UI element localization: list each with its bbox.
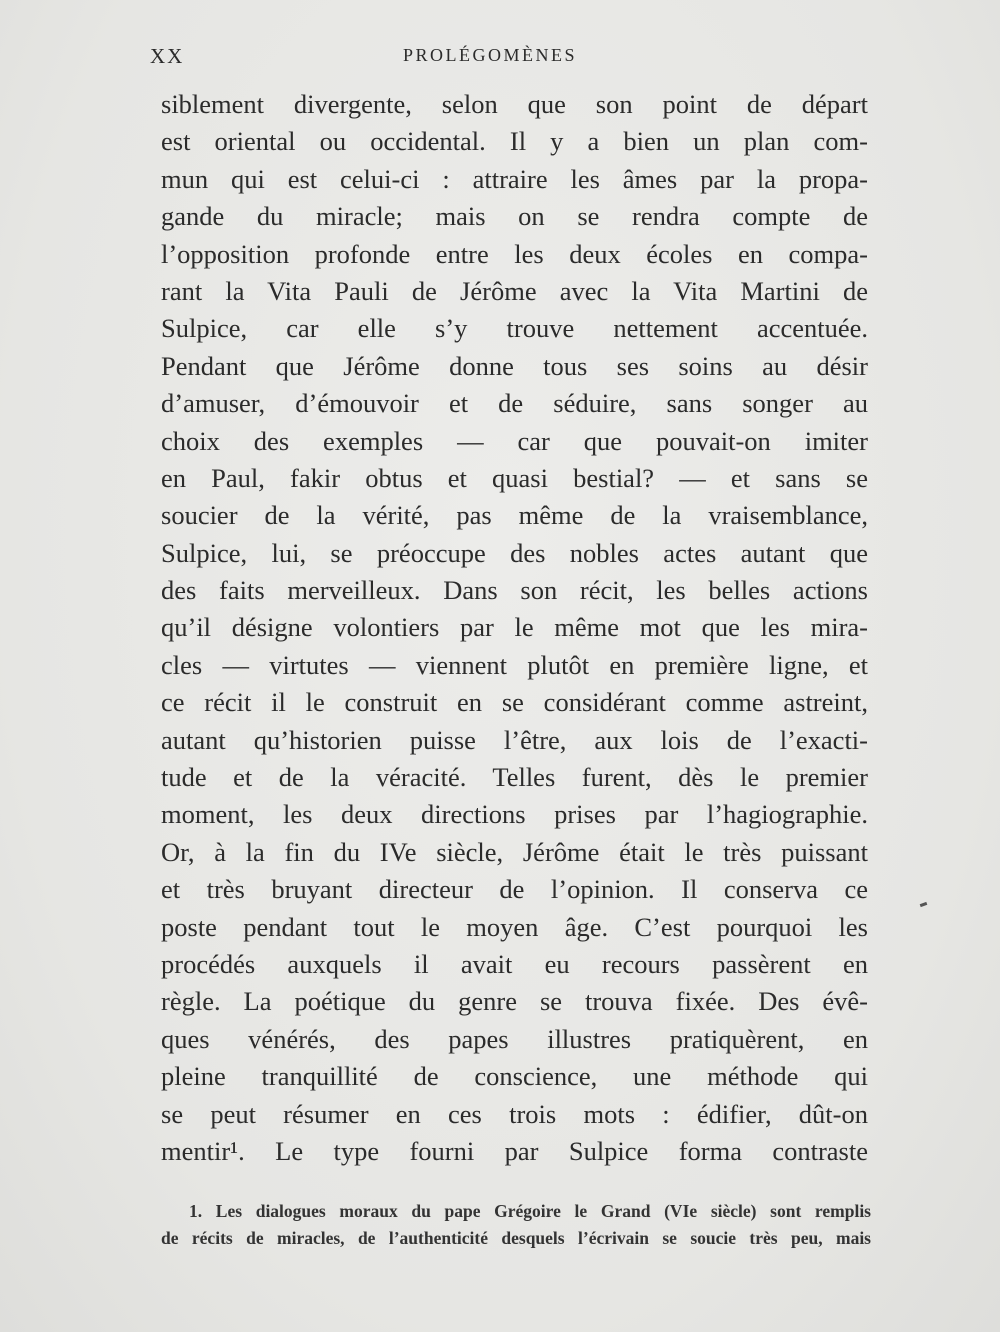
- text-line: rant la Vita Pauli de Jérôme avec la Vita Martini de: [161, 275, 868, 306]
- running-title: PROLÉGOMÈNES: [403, 45, 578, 65]
- text-line: et très bruyant directeur de l’opinion. Il conserva ce: [161, 874, 868, 905]
- text-line: tude et de la véracité. Telles furent, dès le premier: [161, 762, 868, 793]
- text-line: gande du miracle; mais on se rendra compte de: [161, 201, 868, 232]
- text-line: se peut résumer en ces trois mots : édifier, dût-on: [161, 1098, 868, 1129]
- text-line: ce récit il le construit en se considérant comme astreint,: [161, 687, 868, 718]
- text-line: autant qu’historien puisse l’être, aux lois de l’exacti-: [161, 724, 868, 755]
- text-line: Sulpice, lui, se préoccupe des nobles actes autant que: [161, 537, 868, 568]
- text-line: choix des exemples — car que pouvait-on imiter: [161, 425, 868, 456]
- text-line: règle. La poétique du genre se trouva fixée. Des évê-: [161, 986, 868, 1017]
- text-line: procédés auxquels il avait eu recours passèrent en: [161, 948, 868, 979]
- text-line: mentir¹. Le type fourni par Sulpice forma contraste: [161, 1135, 868, 1166]
- text-line: cles — virtutes — viennent plutôt en première ligne, et: [161, 649, 868, 680]
- footnotes: [161, 1198, 871, 1252]
- text-line: d’amuser, d’émouvoir et de séduire, sans songer au: [161, 388, 868, 419]
- text-line: mun qui est celui-ci : attraire les âmes par la propa-: [161, 163, 868, 194]
- text-line: l’opposition profonde entre les deux écoles en compa-: [161, 238, 868, 269]
- page-number: XX: [150, 44, 185, 68]
- text-line: poste pendant tout le moyen âge. C’est pourquoi les: [161, 911, 868, 942]
- footnote-line: 1. Les dialogues moraux du pape Grégoire le Grand (VIe siècle) sont remplis: [189, 1201, 871, 1221]
- text-line: Or, à la fin du IVe siècle, Jérôme était le très puissant: [161, 836, 868, 867]
- text-line: moment, les deux directions prises par l’hagiographie.: [161, 799, 868, 830]
- footnote-line: de récits de miracles, de l’authenticité desquels l’écrivain se soucie très peu, mais: [161, 1228, 871, 1248]
- running-head: [150, 44, 870, 74]
- text-line: siblement divergente, selon que son point de départ: [161, 89, 868, 119]
- text-line: soucier de la vérité, pas même de la vraisemblance,: [161, 500, 868, 531]
- text-line: en Paul, fakir obtus et quasi bestial? — et sans se: [161, 462, 868, 493]
- text-line: ques vénérés, des papes illustres pratiquèrent, en: [161, 1023, 868, 1054]
- text-line: est oriental ou occidental. Il y a bien un plan com-: [161, 126, 868, 157]
- body-text: [161, 86, 868, 1170]
- text-line: Sulpice, car elle s’y trouve nettement accentuée.: [161, 313, 868, 344]
- text-line: qu’il désigne volontiers par le même mot que les mira-: [161, 612, 868, 643]
- page-speck: [920, 902, 928, 907]
- text-line: pleine tranquillité de conscience, une méthode qui: [161, 1061, 868, 1092]
- text-line: Pendant que Jérôme donne tous ses soins au désir: [161, 350, 868, 381]
- text-line: des faits merveilleux. Dans son récit, les belles actions: [161, 575, 868, 606]
